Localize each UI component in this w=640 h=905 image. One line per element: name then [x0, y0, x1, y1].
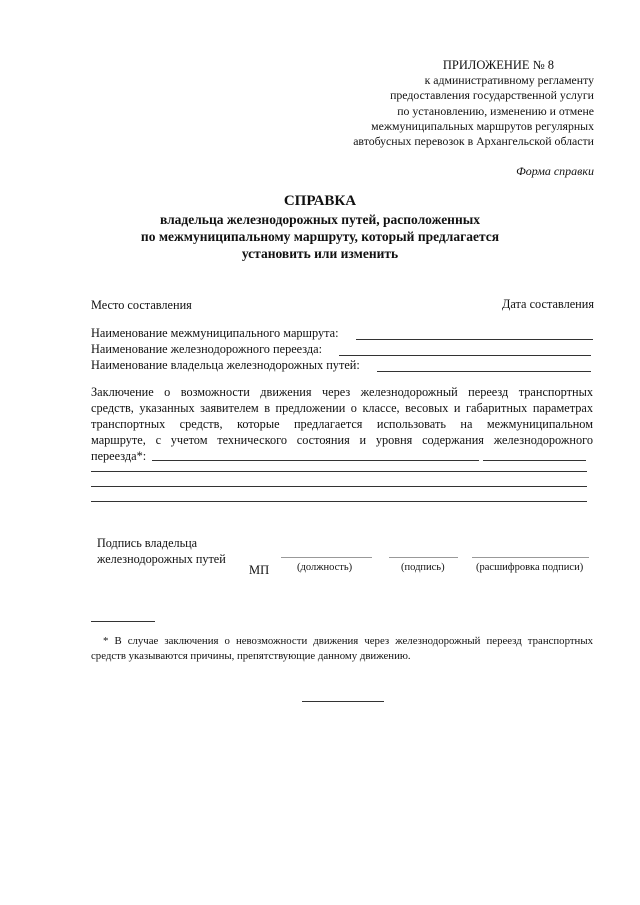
owner-name-field[interactable]	[377, 371, 591, 372]
appendix-line: автобусных перевозок в Архангельской области	[353, 134, 594, 149]
title-main: СПРАВКА	[283, 193, 357, 209]
decoding-field[interactable]	[472, 557, 589, 558]
signature-label-line: Подпись владельца	[97, 536, 198, 550]
appendix-header	[300, 58, 594, 149]
form-type-label: Форма справки	[516, 164, 594, 178]
appendix-line: межмуниципальных маршрутов регулярных	[371, 118, 594, 133]
conclusion-paragraph	[91, 384, 593, 448]
title-line: по межмуниципальному маршруту, который предлагается	[140, 229, 500, 244]
position-caption: (должность)	[297, 562, 353, 573]
appendix-line: к административному регламенту	[424, 73, 594, 88]
footnote	[91, 634, 593, 664]
footnote-line: средств указываются причины, препятствующие данному движению.	[91, 650, 411, 662]
place-label: Место составления	[91, 298, 192, 312]
stamp-label: МП	[249, 563, 270, 577]
route-name-label: Наименование межмуниципального маршрута:	[91, 326, 339, 340]
signature-label	[97, 535, 226, 567]
position-field[interactable]	[281, 557, 372, 558]
appendix-title: ПРИЛОЖЕНИЕ № 8	[442, 58, 554, 72]
footnote-line: * В случае заключения о невозможности движения через железнодорожный переезд транспортных	[103, 635, 593, 647]
conclusion-line: маршруте, с учетом технического состояния и уровня содержания железнодорожного	[91, 433, 593, 447]
signature-field[interactable]	[389, 557, 458, 558]
footnote-separator	[91, 621, 155, 622]
appendix-line: по установлению, изменению и отмене	[397, 103, 594, 118]
title-line: владельца железнодорожных путей, расположенных	[159, 212, 481, 227]
conclusion-field-line[interactable]	[91, 486, 587, 487]
title-line: установить или изменить	[241, 246, 399, 261]
conclusion-line: транспортных средств, которые предлагается использовать на межмуниципальном	[91, 417, 593, 431]
crossing-name-label: Наименование железнодорожного переезда:	[91, 342, 323, 356]
conclusion-line: средств, указанных заявителем в предложении о классе, весовых и габаритных параметрах	[91, 401, 593, 415]
appendix-line: предоставления государственной услуги	[390, 88, 594, 103]
signature-label-line: железнодорожных путей	[97, 552, 226, 566]
conclusion-field-line[interactable]	[91, 471, 587, 472]
conclusion-field-b[interactable]	[483, 460, 586, 461]
conclusion-line: Заключение о возможности движения через железнодорожный переезд транспортных	[91, 385, 593, 399]
route-name-field[interactable]	[356, 339, 593, 340]
document-title	[60, 192, 580, 262]
conclusion-field-a[interactable]	[152, 460, 479, 461]
date-label: Дата составления	[502, 297, 594, 311]
crossing-name-field[interactable]	[339, 355, 591, 356]
decoding-caption: (расшифровка подписи)	[476, 562, 584, 573]
conclusion-last-line: переезда*:	[91, 449, 147, 463]
signature-caption: (подпись)	[401, 562, 445, 573]
conclusion-field-line[interactable]	[91, 501, 587, 502]
end-rule	[302, 701, 384, 702]
owner-name-label: Наименование владельца железнодорожных путей:	[91, 358, 360, 372]
